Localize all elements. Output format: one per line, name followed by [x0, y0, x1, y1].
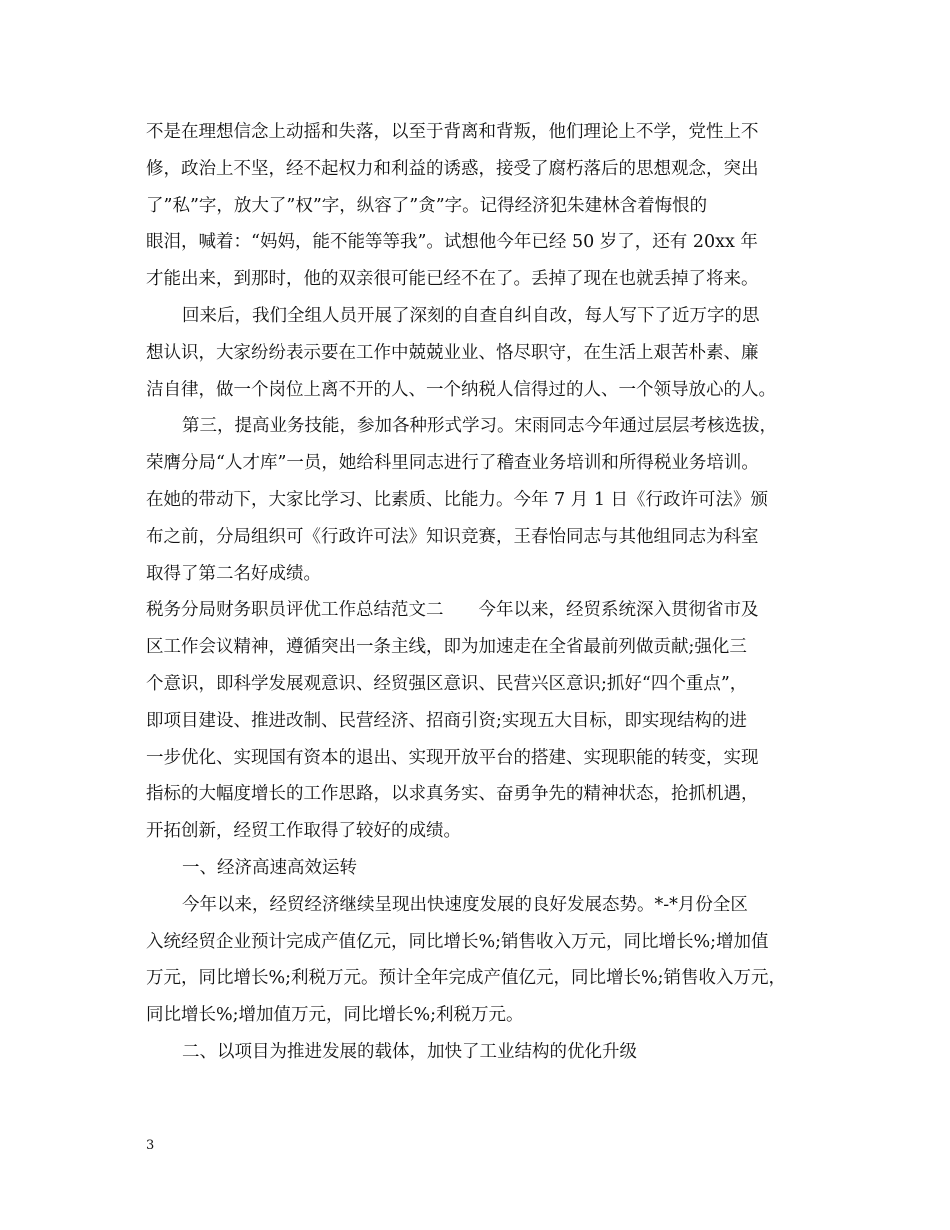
text-line: 今年以来，经贸经济继续呈现出快速度发展的良好发展态势。*-*月份全区 [182, 894, 748, 915]
page-number: 3 [146, 1138, 155, 1153]
text-line: 荣膺分局“人才库”一员，她给科里同志进行了稽查业务培训和所得税业务培训。 [146, 453, 759, 474]
text-line: 不是在理想信念上动摇和失落，以至于背离和背叛，他们理论上不学，党性上不 [146, 122, 759, 142]
text-line: 才能出来，到那时，他的双亲很可能已经不在了。丢掉了现在也就丢掉了将来。 [146, 269, 759, 290]
text-line: 一步优化、实现国有资本的退出、实现开放平台的搭建、实现职能的转变，实现 [146, 747, 759, 768]
text-line: 同比增长%;增加值万元，同比增长%;利税万元。 [146, 1005, 524, 1026]
text-line: 布之前，分局组织可《行政许可法》知识竞赛，王春怡同志与其他组同志为科室 [146, 526, 759, 547]
text-line: 第三，提高业务技能，参加各种形式学习。宋雨同志今年通过层层考核选拔， [182, 416, 777, 437]
text-line: 个意识，即科学发展观意识、经贸强区意识、民营兴区意识;抓好“四个重点”， [146, 673, 748, 694]
text-line: 回来后，我们全组人员开展了深刻的自查自纠自改，每人写下了近万字的思 [182, 305, 760, 326]
document-body [146, 114, 814, 1071]
text-line: 在她的带动下，大家比学习、比素质、比能力。今年 7 月 1 日《行政许可法》颁 [146, 489, 769, 510]
text-line: 税务分局财务职员评优工作总结范文二 今年以来，经贸系统深入贯彻省市及 [146, 600, 759, 621]
text-line: 想认识，大家纷纷表示要在工作中兢兢业业、恪尽职守，在生活上艰苦朴素、廉 [146, 342, 759, 363]
text-line: 入统经贸企业预计完成产值亿元，同比增长%;销售收入万元，同比增长%;增加值 [146, 931, 769, 952]
text-line: 取得了第二名好成绩。 [146, 563, 321, 584]
text-line: 指标的大幅度增长的工作思路，以求真务实、奋勇争先的精神状态，抢抓机遇， [146, 784, 759, 805]
text-line: 眼泪，喊着：“妈妈，能不能等等我”。试想他今年已经 50 岁了，还有 20xx 年 [146, 232, 758, 253]
text-line: 洁自律，做一个岗位上离不开的人、一个纳税人信得过的人、一个领导放心的人。 [146, 379, 776, 400]
text-line: 万元，同比增长%;利税万元。预计全年完成产值亿元，同比增长%;销售收入万元， [146, 968, 787, 989]
text-line: 修，政治上不坚，经不起权力和利益的诱惑，接受了腐朽落后的思想观念，突出 [146, 158, 759, 179]
text-line: 了”私”字，放大了”权”字，纵容了”贪”字。记得经济犯朱建林含着悔恨的 [146, 195, 708, 216]
text-line: 区工作会议精神，遵循突出一条主线，即为加速走在全省最前列做贡献;强化三 [146, 637, 747, 658]
text-line: 一、经济高速高效运转 [182, 857, 357, 878]
text-line: 即项目建设、推进改制、民营经济、招商引资;实现五大目标，即实现结构的进 [146, 710, 747, 731]
text-line: 二、以项目为推进发展的载体，加快了工业结构的优化升级 [182, 1041, 637, 1062]
text-line: 开拓创新，经贸工作取得了较好的成绩。 [146, 821, 461, 842]
